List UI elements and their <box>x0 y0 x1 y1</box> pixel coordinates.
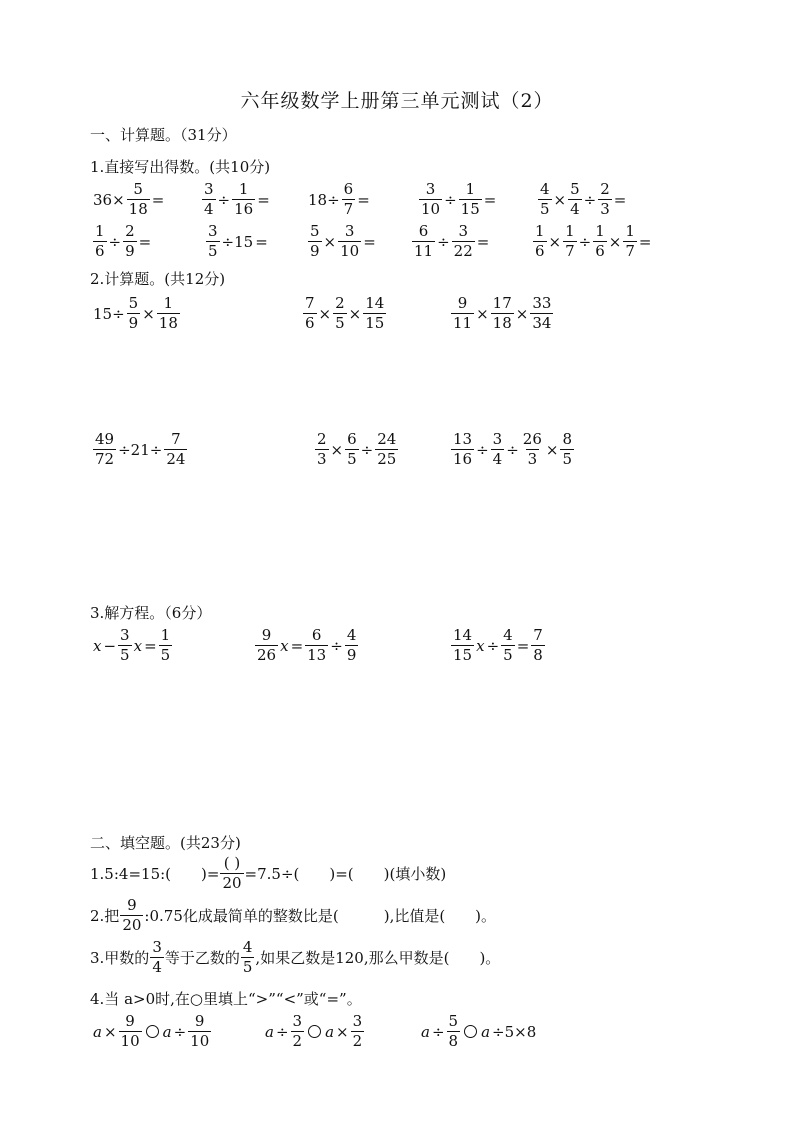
fraction: $\frac{9}{10}$ <box>190 1012 210 1050</box>
fraction: $\frac{1}{7}$ <box>565 222 575 260</box>
operator: × <box>553 190 567 209</box>
equation-3 <box>450 628 546 663</box>
fraction: $\frac{1}{6}$ <box>595 222 605 260</box>
question-text: 等于乙数的 <box>164 949 240 967</box>
operator: × <box>548 232 562 251</box>
question-text: :0.75化成最简单的整数比是( ),比值是( )。 <box>144 907 497 925</box>
fraction: $\frac{3}{4}$ <box>152 938 162 976</box>
operator: ÷ <box>431 1022 445 1041</box>
operator: ÷ <box>476 440 489 459</box>
fraction: $\frac{3}{5}$ <box>208 222 218 260</box>
fraction: $\frac{4}{5}$ <box>540 180 550 218</box>
variable: a <box>421 1022 430 1041</box>
equation-2 <box>254 628 359 663</box>
operator: × <box>515 304 529 323</box>
compare-expr-1 <box>92 1014 212 1049</box>
equals: = <box>357 190 370 209</box>
fraction: $\frac{9}{26}$ <box>257 626 277 664</box>
fraction: $\frac{1}{7}$ <box>625 222 635 260</box>
compare-expr-2 <box>264 1014 365 1049</box>
fraction: $\frac{4}{9}$ <box>346 626 357 664</box>
operator: ÷ <box>437 232 450 251</box>
fraction: $\frac{17}{18}$ <box>492 294 512 332</box>
operator: − <box>103 636 117 655</box>
calc-expr-5 <box>314 432 399 467</box>
operator: ÷ <box>486 636 500 655</box>
oral-calc-2 <box>201 182 271 217</box>
fraction: $\frac{1}{6}$ <box>95 222 105 260</box>
fraction: $\frac{14}{15}$ <box>365 294 385 332</box>
fraction: $\frac{3}{10}$ <box>340 222 360 260</box>
fill-question-3 <box>90 940 500 975</box>
fraction: $\frac{3}{22}$ <box>453 222 473 260</box>
fraction: $\frac{1}{6}$ <box>535 222 545 260</box>
compare-circle[interactable] <box>308 1025 321 1038</box>
fraction: $\frac{24}{25}$ <box>377 430 397 468</box>
term: ÷21÷ <box>118 440 163 459</box>
fraction: $\frac{1}{18}$ <box>158 294 178 332</box>
fraction: $\frac{3}{4}$ <box>204 180 214 218</box>
calc-expr-2 <box>302 296 387 331</box>
question-text: 4.当 a>0时,在○里填上“>”“<”或“=”。 <box>90 990 362 1008</box>
fraction: $\frac{6}{7}$ <box>343 180 354 218</box>
part3-heading: 3.解方程。（6分） <box>90 604 212 622</box>
fraction: $\frac{6}{5}$ <box>347 430 357 468</box>
question-text: 1.5:4=15:( )= <box>90 865 220 883</box>
fraction: $\frac{3}{2}$ <box>352 1012 363 1050</box>
fraction: $\frac{3}{2}$ <box>292 1012 303 1050</box>
fraction: $\frac{5}{18}$ <box>128 180 148 218</box>
equals: = <box>476 232 490 251</box>
operator: × <box>348 304 362 323</box>
fraction: $\frac{14}{15}$ <box>453 626 473 664</box>
compare-circle[interactable] <box>146 1025 159 1038</box>
term: 36× <box>93 190 125 209</box>
operator: ÷ <box>330 636 343 655</box>
oral-calc-7 <box>205 224 269 259</box>
fraction: $\frac{13}{16}$ <box>453 430 473 468</box>
fraction: $\frac{33}{34}$ <box>532 294 552 332</box>
equals: = <box>151 190 165 209</box>
variable: x <box>93 636 102 655</box>
fraction: $\frac{6}{13}$ <box>307 626 327 664</box>
fraction: $\frac{7}{6}$ <box>305 294 315 332</box>
fraction: $\frac{3}{10}$ <box>421 180 441 218</box>
equals: = <box>257 190 270 209</box>
fraction: $\frac{1}{5}$ <box>160 626 171 664</box>
term: 18÷ <box>308 190 340 209</box>
operator: × <box>323 232 337 251</box>
equals: = <box>144 636 157 655</box>
fraction: $\frac{5}{9}$ <box>128 294 139 332</box>
variable: a <box>325 1022 335 1041</box>
equals: = <box>516 636 530 655</box>
question-text: ,如果乙数是120,那么甲数是( )。 <box>255 949 501 967</box>
fill-question-1 <box>90 856 446 891</box>
question-text: 2.把 <box>90 907 120 925</box>
term: ÷15 <box>221 232 254 251</box>
operator: ÷ <box>360 440 374 459</box>
operator: × <box>103 1022 117 1041</box>
equals: = <box>138 232 152 251</box>
fill-question-4 <box>90 988 362 1009</box>
oral-calc-8 <box>307 224 377 259</box>
operator: × <box>476 304 489 323</box>
fraction: $\frac{3}{5}$ <box>120 626 130 664</box>
variable: x <box>476 636 485 655</box>
operator: × <box>318 304 332 323</box>
variable: x <box>280 636 289 655</box>
fraction-blank[interactable]: $\frac{( )}{20}$ <box>222 854 242 892</box>
section2-heading: 二、填空题。(共23分) <box>90 834 241 852</box>
fraction: $\frac{49}{72}$ <box>95 430 115 468</box>
question-text: =7.5÷( )=( )(填小数) <box>244 865 447 883</box>
question-text: 3.甲数的 <box>90 949 150 967</box>
variable: x <box>133 636 143 655</box>
operator: ÷ <box>217 190 231 209</box>
compare-circle[interactable] <box>464 1025 477 1038</box>
fraction: $\frac{6}{11}$ <box>414 222 434 260</box>
fraction: $\frac{2}{9}$ <box>125 222 135 260</box>
fraction: $\frac{1}{15}$ <box>460 180 480 218</box>
oral-calc-1 <box>92 182 165 217</box>
oral-calc-5 <box>537 182 627 217</box>
section1-heading: 一、计算题。（31分） <box>90 126 237 144</box>
fraction: $\frac{9}{20}$ <box>122 896 142 934</box>
operator: ÷ <box>578 232 592 251</box>
equals: = <box>638 232 652 251</box>
part1-heading: 1.直接写出得数。(共10分) <box>90 158 271 176</box>
fraction: $\frac{4}{5}$ <box>503 626 513 664</box>
fraction: $\frac{26}{3}$ <box>522 430 542 468</box>
calc-expr-3 <box>450 296 554 331</box>
operator: ÷ <box>506 440 519 459</box>
operator: ÷ <box>173 1022 187 1041</box>
oral-calc-3 <box>307 182 371 217</box>
equation-1 <box>92 628 173 663</box>
operator: × <box>142 304 155 323</box>
fraction: $\frac{4}{5}$ <box>242 938 253 976</box>
oral-calc-4 <box>418 182 497 217</box>
fraction: $\frac{2}{5}$ <box>335 294 345 332</box>
fraction: $\frac{9}{11}$ <box>453 294 473 332</box>
fraction: $\frac{5}{9}$ <box>310 222 320 260</box>
fraction: $\frac{1}{16}$ <box>234 180 254 218</box>
operator: ÷ <box>108 232 122 251</box>
fraction: $\frac{5}{4}$ <box>570 180 580 218</box>
compare-expr-3 <box>420 1014 537 1049</box>
fill-question-2 <box>90 898 496 933</box>
term: 15÷ <box>93 304 125 323</box>
operator: × <box>608 232 622 251</box>
page-title: 六年级数学上册第三单元测试（2） <box>240 90 554 112</box>
operator: ÷ <box>583 190 597 209</box>
equals: = <box>255 232 268 251</box>
calc-expr-6 <box>450 432 575 467</box>
fraction: $\frac{8}{5}$ <box>562 430 573 468</box>
oral-calc-10 <box>532 224 653 259</box>
variable: a <box>265 1022 274 1041</box>
operator: × <box>330 440 344 459</box>
calc-expr-1 <box>92 296 181 331</box>
fraction: $\frac{3}{4}$ <box>492 430 503 468</box>
fraction: $\frac{7}{8}$ <box>533 626 543 664</box>
fraction: $\frac{7}{24}$ <box>166 430 186 468</box>
fraction: $\frac{9}{10}$ <box>120 1012 140 1050</box>
variable: a <box>162 1022 172 1041</box>
term: ÷5×8 <box>492 1022 537 1041</box>
calc-expr-4 <box>92 432 188 467</box>
fraction: $\frac{2}{3}$ <box>317 430 327 468</box>
equals: = <box>290 636 304 655</box>
oral-calc-9 <box>411 224 490 259</box>
fraction: $\frac{5}{8}$ <box>448 1012 459 1050</box>
equals: = <box>483 190 497 209</box>
operator: × <box>545 440 559 459</box>
fraction: $\frac{2}{3}$ <box>600 180 610 218</box>
operator: ÷ <box>444 190 457 209</box>
variable: a <box>481 1022 491 1041</box>
operator: × <box>336 1022 349 1041</box>
oral-calc-6 <box>92 224 152 259</box>
operator: ÷ <box>275 1022 289 1041</box>
part2-heading: 2.计算题。(共12分) <box>90 270 226 288</box>
equals: = <box>613 190 627 209</box>
equals: = <box>363 232 376 251</box>
variable: a <box>93 1022 102 1041</box>
